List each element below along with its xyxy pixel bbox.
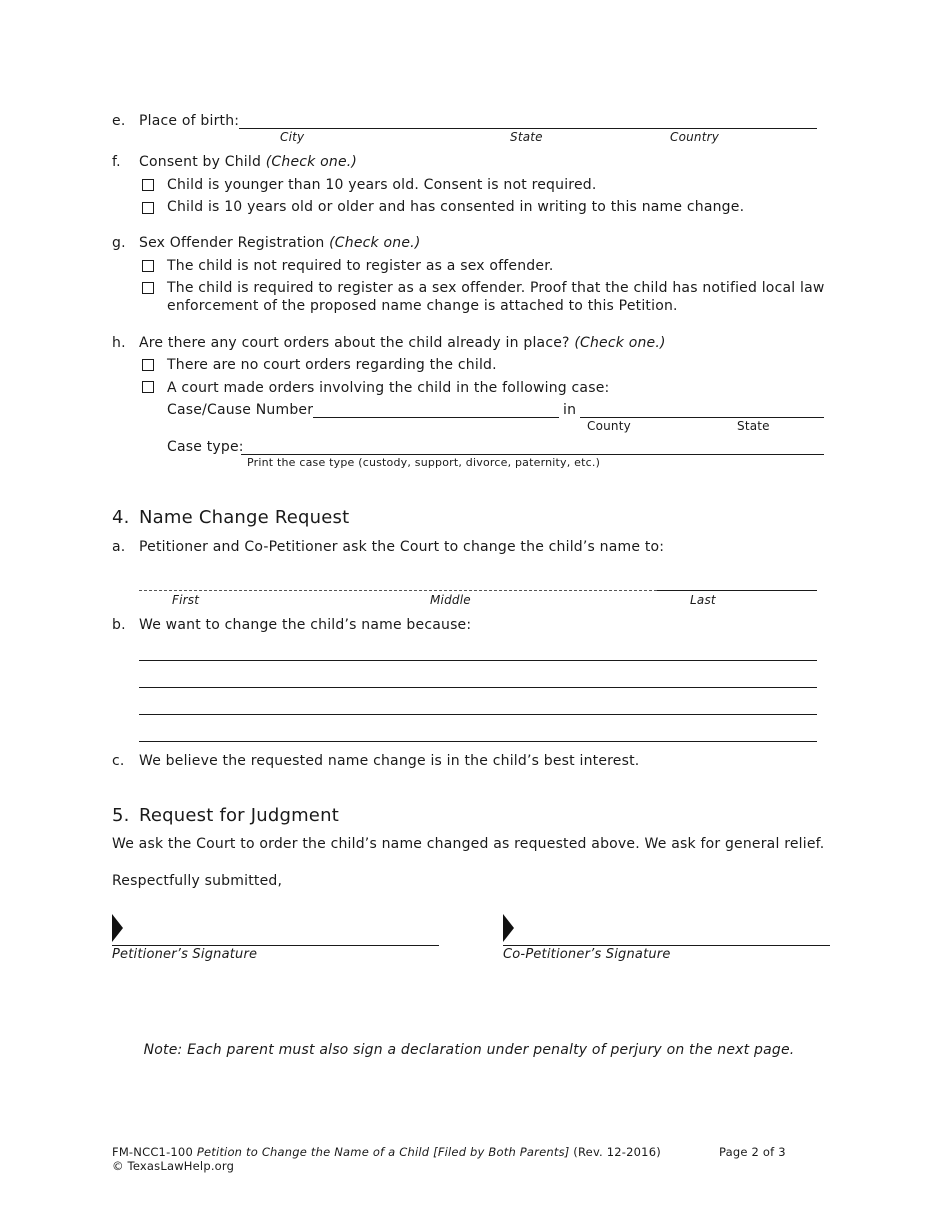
copetitioner-signature-field[interactable] [516, 915, 830, 943]
sex-offender-heading [139, 235, 420, 251]
form-title: Petition to Change the Name of a Child [Filed by Both Parents] [196, 1145, 570, 1159]
consent-heading [139, 154, 357, 170]
section-5-title: Request for Judgment [139, 805, 339, 826]
name-change-request-text: Petitioner and Co-Petitioner ask the Court to change the child’s name to: [139, 539, 665, 555]
form-id: FM-NCC1-100 [112, 1145, 197, 1159]
sign-here-arrow-icon [112, 914, 123, 942]
case-number-line [313, 417, 559, 418]
form-revision: (Rev. 12-2016) [569, 1145, 661, 1159]
item-letter-f: f. [112, 154, 121, 170]
consent-option-2: Child is 10 years old or older and has consented in writing to this name change. [167, 199, 745, 215]
county-state-line [580, 417, 824, 418]
place-of-birth-field[interactable] [239, 111, 817, 127]
case-type-field[interactable] [241, 437, 824, 453]
respectfully-submitted: Respectfully submitted, [112, 873, 283, 889]
sub-label-middle: Middle [430, 593, 471, 607]
sub-label-city: City [280, 130, 305, 144]
court-orders-option-2: A court made orders involving the child in the following case: [167, 380, 610, 396]
sub-label-county: County [587, 419, 631, 433]
court-orders-option-1: There are no court orders regarding the child. [167, 357, 497, 373]
court-orders-heading [139, 335, 666, 351]
sex-offender-option-2-line1: The child is required to register as a sex offender. Proof that the child has notified local law [167, 280, 825, 296]
consent-given-checkbox[interactable] [142, 202, 154, 214]
sub-label-last: Last [690, 593, 716, 607]
item-letter-4b: b. [112, 617, 126, 633]
case-type-line [241, 454, 824, 455]
in-label: in [563, 402, 577, 418]
footer-form-info [112, 1145, 661, 1159]
no-court-orders-checkbox[interactable] [142, 359, 154, 371]
item-letter-h: h. [112, 335, 126, 351]
petitioner-signature-label: Petitioner’s Signature [112, 947, 258, 962]
case-type-label: Case type: [167, 439, 244, 455]
county-state-field[interactable] [580, 400, 824, 416]
page-number: Page 2 of 3 [719, 1145, 786, 1159]
sub-label-state: State [737, 419, 770, 433]
consent-label: Consent by Child [139, 154, 266, 170]
not-required-register-checkbox[interactable] [142, 260, 154, 272]
check-one-hint: (Check one.) [574, 335, 666, 351]
sex-offender-label: Sex Offender Registration [139, 235, 330, 251]
section-5-number: 5. [112, 805, 130, 826]
best-interest-text: We believe the requested name change is in the child’s best interest. [139, 753, 640, 769]
petitioner-signature-line [112, 945, 439, 946]
court-orders-exist-checkbox[interactable] [142, 381, 154, 393]
section-4-number: 4. [112, 507, 130, 528]
judgment-request-text: We ask the Court to order the child’s name changed as requested above. We ask for general relief. [112, 836, 825, 852]
court-orders-label: Are there any court orders about the child already in place? [139, 335, 575, 351]
required-register-checkbox[interactable] [142, 282, 154, 294]
item-letter-g: g. [112, 235, 126, 251]
copyright: © TexasLawHelp.org [112, 1159, 235, 1173]
petitioner-signature-field[interactable] [125, 915, 439, 943]
case-type-hint: Print the case type (custody, support, divorce, paternity, etc.) [247, 456, 601, 469]
copetitioner-signature-line [503, 945, 830, 946]
case-number-label: Case/Cause Number [167, 402, 314, 418]
first-middle-name-line [139, 590, 657, 591]
perjury-note: Note: Each parent must also sign a declaration under penalty of perjury on the next page. [143, 1042, 795, 1058]
item-letter-4a: a. [112, 539, 126, 555]
copetitioner-signature-label: Co-Petitioner’s Signature [503, 947, 671, 962]
place-of-birth-line [239, 128, 817, 129]
item-letter-4c: c. [112, 753, 125, 769]
new-name-field[interactable] [139, 573, 817, 589]
sex-offender-option-1: The child is not required to register as a sex offender. [167, 258, 554, 274]
check-one-hint: (Check one.) [265, 154, 358, 170]
sub-label-first: First [172, 593, 200, 607]
item-letter-e: e. [112, 113, 126, 129]
reason-text: We want to change the child’s name because: [139, 617, 472, 633]
consent-option-1: Child is younger than 10 years old. Consent is not required. [167, 177, 597, 193]
place-of-birth-label: Place of birth: [139, 113, 240, 129]
check-one-hint: (Check one.) [329, 235, 421, 251]
sub-label-country: Country [670, 130, 720, 144]
sub-label-state: State [510, 130, 543, 144]
consent-not-required-checkbox[interactable] [142, 179, 154, 191]
sex-offender-option-2-line2: enforcement of the proposed name change is attached to this Petition. [167, 298, 678, 314]
last-name-line [657, 590, 817, 591]
case-number-field[interactable] [313, 400, 559, 416]
reason-field[interactable] [139, 642, 817, 742]
sign-here-arrow-icon [503, 914, 514, 942]
section-4-title: Name Change Request [139, 507, 350, 528]
